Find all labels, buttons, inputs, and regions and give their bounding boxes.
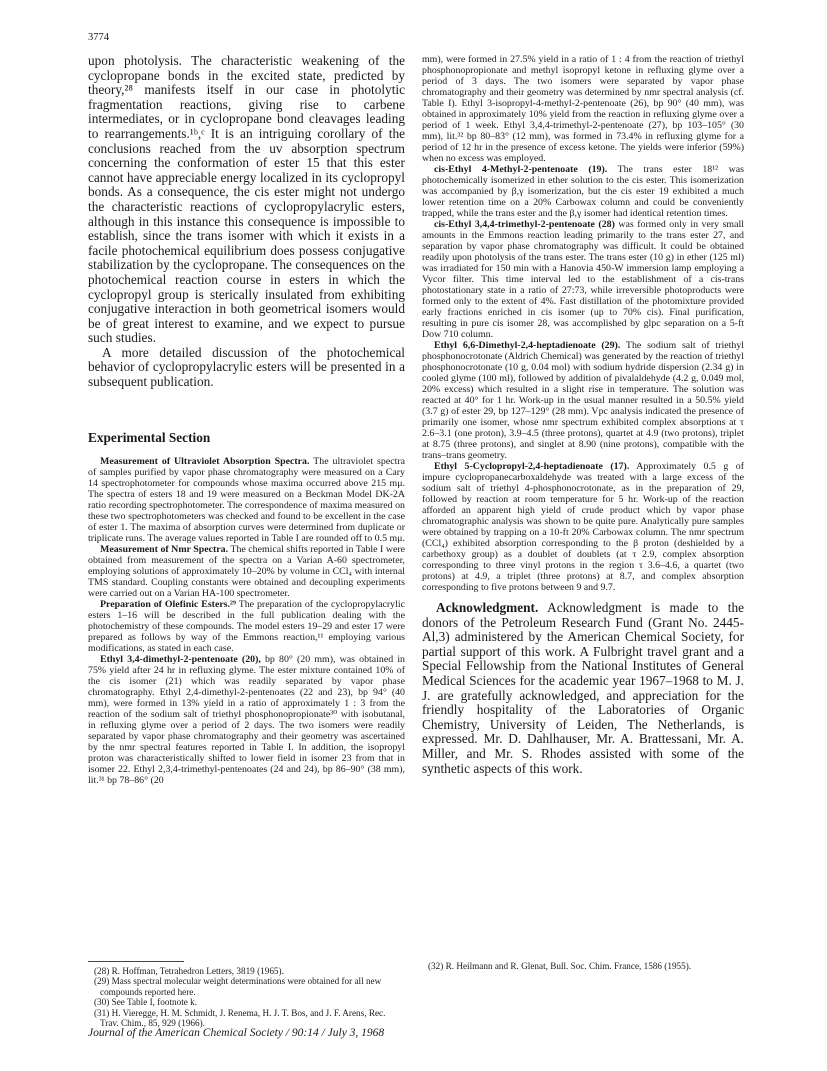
footnote: (32) R. Heilmann and R. Glenat, Bull. Soc. Chim. France, 1586 (1955). [428, 961, 692, 971]
experimental-paragraph: cis-Ethyl 4-Methyl-2-pentenoate (19). The trans ester 18¹² was photochemically isomerized in ether solution to the cis ester. This isomerization was accompanied by β,γ isomerization, but the cis ester 19 exhibited a much lower retention time on a 20% Carbowax column and could be conveniently trapped, while the trans ester and the β,γ isomer had identical retention times. [422, 164, 744, 219]
footnote: (30) See Table I, footnote k. [94, 997, 198, 1008]
experimental-paragraph: Ethyl 3,4-dimethyl-2-pentenoate (20), bp 80° (20 mm), was obtained in 75% yield after 24 hr in refluxing glyme. The ester mixture contained 10% of the cis isomer (21) which was readily separated by vapor phase chromatography. Ethyl 2,4-dimethyl-2-pentenoates (22 and 23), bp 94° (40 mm), were formed in 13% yield in a ratio of approximately 1 : 3 from the reaction of the sodium salt of triethyl phosphonopropionate³⁰ with isobutanal, in refluxing glyme over a period of 2 days. The two isomers were readily separated by vapor phase chromatography and their geometry was ascertained by the nmr spectral features reported in Table I. In addition, the isopropyl proton was characteristically shifted to lower field in isomer 23 from that in isomer 22. Ethyl 2,3,4-trimethyl-pentenoates (24 and 24), bp 86–90° (38 mm), lit.³¹ bp 78–86° (20 [88, 653, 405, 786]
acknowledgment-paragraph: Acknowledgment. Acknowledgment is made to the donors of the Petroleum Research Fund (Grant No. 2445-Al,3) administered by the American Chemical Society, for partial support of this work. A Fulbright travel grant and a Special Fellowship from the National Institutes of General Medical Sciences for the academic year 1967–1968 to M. J. J. are gratefully acknowledged, and appreciation for the friendly hospitality of the Laboratories of Organic Chemistry, University of Leiden, The Netherlands, is expressed. Mr. D. Dahlhauser, Mr. A. Brattessani, Mr. A. Miller, and Mr. S. Rhodes assisted with some of the synthetic aspects of this work. [422, 600, 744, 776]
left-column [88, 54, 405, 786]
footnote: (29) Mass spectral molecular weight determinations were obtained for all new compounds reported here. [94, 976, 382, 997]
experimental-paragraph: Ethyl 5-Cyclopropyl-2,4-heptadienoate (17). Approximately 0.5 g of impure cyclopropanecarboxaldehyde was treated with a large excess of the sodium salt of triethyl 4-phosphonocrotonate, as in the preparation of 29, followed by reaction at room temperature for 5 hr. Work-up of the reaction afforded an apparent high yield of crude product which by vapor phase chromatographic analysis was shown to be quite pure. Analytically pure samples were obtained by trapping on a 10-ft 20% Carbowax column. The nmr spectrum (CCl₄) exhibited absorption corresponding to the β proton (deshielded by a carbethoxy group) as a doublet of doublets (at τ 2.9, complex absorption corresponding to three vinyl protons in the region τ 3.6–4.6, a quartet (two protons) at 4.9, a triplet (three protons) at 8.7, and complex absorption corresponding to five protons between 9 and 9.7. [422, 461, 745, 593]
experimental-paragraph: Preparation of Olefinic Esters.²⁹ The preparation of the cyclopropylacrylic esters 1–16 will be described in the full publication dealing with the photochemistry of these compounds. The model esters 19–29 and ester 17 were prepared as follows by way of the Emmons reaction,¹¹ employing various modifications, as stated in each case. [88, 598, 405, 654]
footnote-rule [88, 961, 184, 962]
experimental-paragraph: mm), were formed in 27.5% yield in a ratio of 1 : 4 from the reaction of triethyl phosphonopropionate and methyl isopropyl ketone in refluxing glyme over a period of 3 days. The two isomers were separated by vapor phase chromatography and their geometry was determined by nmr spectral analysis (cf. Table I). Ethyl 3-isopropyl-4-methyl-2-pentenoate (26), bp 90° (40 mm), was obtained in approximately 10% yield from the reaction in refluxing glyme over a period of 1 week. Ethyl 3,4,4-trimethyl-2-pentenoate (27), bp 103–105° (30 mm), lit.³² bp 80–83° (12 mm), was formed in 73.4% in refluxing glyme for a period of 12 hr in the presence of excess ketone. The yields were inferior (59%) when no excess was employed. [422, 54, 744, 164]
intro-text [88, 54, 405, 390]
footnote: (31) H. Vieregge, H. M. Schmidt, J. Renema, H. J. T. Bos, and J. F. Arens, Rec. Trav. Chim., 85, 929 (1966). [94, 1007, 386, 1029]
section-heading: Experimental Section [88, 429, 211, 445]
intro-paragraph: A more detailed discussion of the photochemical behavior of cyclopropylacrylic esters will be presented in a subsequent publication. [88, 344, 405, 390]
experimental-paragraph: Measurement of Ultraviolet Absorption Spectra. The ultraviolet spectra of samples purified by vapor phase chromatography were measured on a Cary 14 spectrophotometer for compounds whose maxima occurred above 215 mμ. The spectra of esters 18 and 19 were measured on a Beckman Model DK-2A ratio recording spectrophotometer. The correspondence of maxima measured on these two spectrophotometers was checked and found to be excellent in the case of ester 1. The maxima of absorption curves were determined from duplicate or triplicate runs. The average values reported in Table I are rounded off to 0.5 mμ. [88, 455, 405, 544]
experimental-paragraph: cis-Ethyl 3,4,4-trimethyl-2-pentenoate (28) was formed only in very small amounts in the Emmons reaction leading primarily to the trans ester 27, and separation by vapor phase chromatography was difficult. It could be obtained readily upon photolysis of the trans ester. The trans ester (10 g) in ether (125 ml) was irradiated for 150 min with a Hanovia 450-W immersion lamp employing a Vycor filter. This time interval led to the establishment of a cis-trans photostationary state in a ratio of 27:73, while irreversible photoproducts were formed only to the extent of 4%. Fast distillation of the photomixture provided early fractions enriched in cis isomer (up to 70% cis). Final purification, resulting in pure cis isomer 28, was accomplished by glpc separation on a 5-ft Dow 710 column. [422, 219, 744, 340]
footnote: (28) R. Hoffman, Tetrahedron Letters, 3819 (1965). [94, 966, 284, 976]
experimental-right [422, 54, 744, 593]
page-number: 3774 [88, 32, 109, 43]
right-column [422, 54, 744, 776]
acknowledgment-heading: Acknowledgment. [436, 600, 539, 615]
journal-footer: Journal of the American Chemical Society / 90:14 / July 3, 1968 [88, 1027, 385, 1039]
acknowledgment [422, 601, 744, 776]
intro-paragraph: upon photolysis. The characteristic weakening of the cyclopropane bonds in the excited state, predicted by theory,²⁸ manifests itself in our case in photolytic fragmentation reactions, giving rise to carbene intermediates, or in cyclopropane bond cleavages leading to rearrangements.¹ᵇ,ᶜ It is an intriguing corollary of the conclusions reached from the uv absorption spectrum concerning the conformation of ester 15 that this ester cannot have appreciable energy localized in its cyclopropyl bonds. As a consequence, the cis ester might not undergo the characteristic reactions of cyclopropylacrylic esters, although in this instance this consequence is impossible to establish, since the trans isomer with which it exists in a facile photochemical equilibrium does possess conjugative stabilization by the cyclopropane. The consequences on the photochemical reaction course in esters in which the cyclopropyl group is sterically insulated from exhibiting conjugative interaction in both geometrical isomers would be of great interest to examine, and we expect to pursue such studies. [88, 53, 405, 346]
footnotes-left [88, 961, 405, 1028]
experimental-paragraph: Ethyl 6,6-Dimethyl-2,4-heptadienoate (29). The sodium salt of triethyl phosphonocrotonate (Aldrich Chemical) was generated by the reaction of triethyl phosphonocrotonate (10 g, 0.04 mol) with sodium hydride dispersion (2.34 g) in cooled glyme (100 ml), followed by addition of pivalaldehyde (4.2 g, 0.049 mol, 20% excess) which resulted in a slight rise in temperature. The solution was reacted at 40° for 1 hr. Work-up in the usual manner resulted in a 50.5% yield (3.7 g) of ester 29, bp 127–129° (28 mm). Vpc analysis indicated the presence of primarily one isomer, whose nmr spectrum exhibited complex absorptions at τ 2.6–3.1 (one proton), 3.9–4.5 (three protons), quartet at 4.9 (two protons), triplet at 8.75 (three protons), and singlet at 8.90 (nine protons), compatible with the trans–trans geometry. [422, 340, 744, 461]
footnotes-right [422, 961, 744, 971]
experimental-paragraph: Measurement of Nmr Spectra. The chemical shifts reported in Table I were obtained from measurement of the spectra on a Varian A-60 spectrometer, employing solutions of approximately 10–20% by volume in CCl₄ with internal TMS standard. Coupling constants were obtained and decoupling experiments were carried out on a Varian HA-100 spectrometer. [88, 543, 406, 599]
experimental-left [88, 456, 405, 786]
